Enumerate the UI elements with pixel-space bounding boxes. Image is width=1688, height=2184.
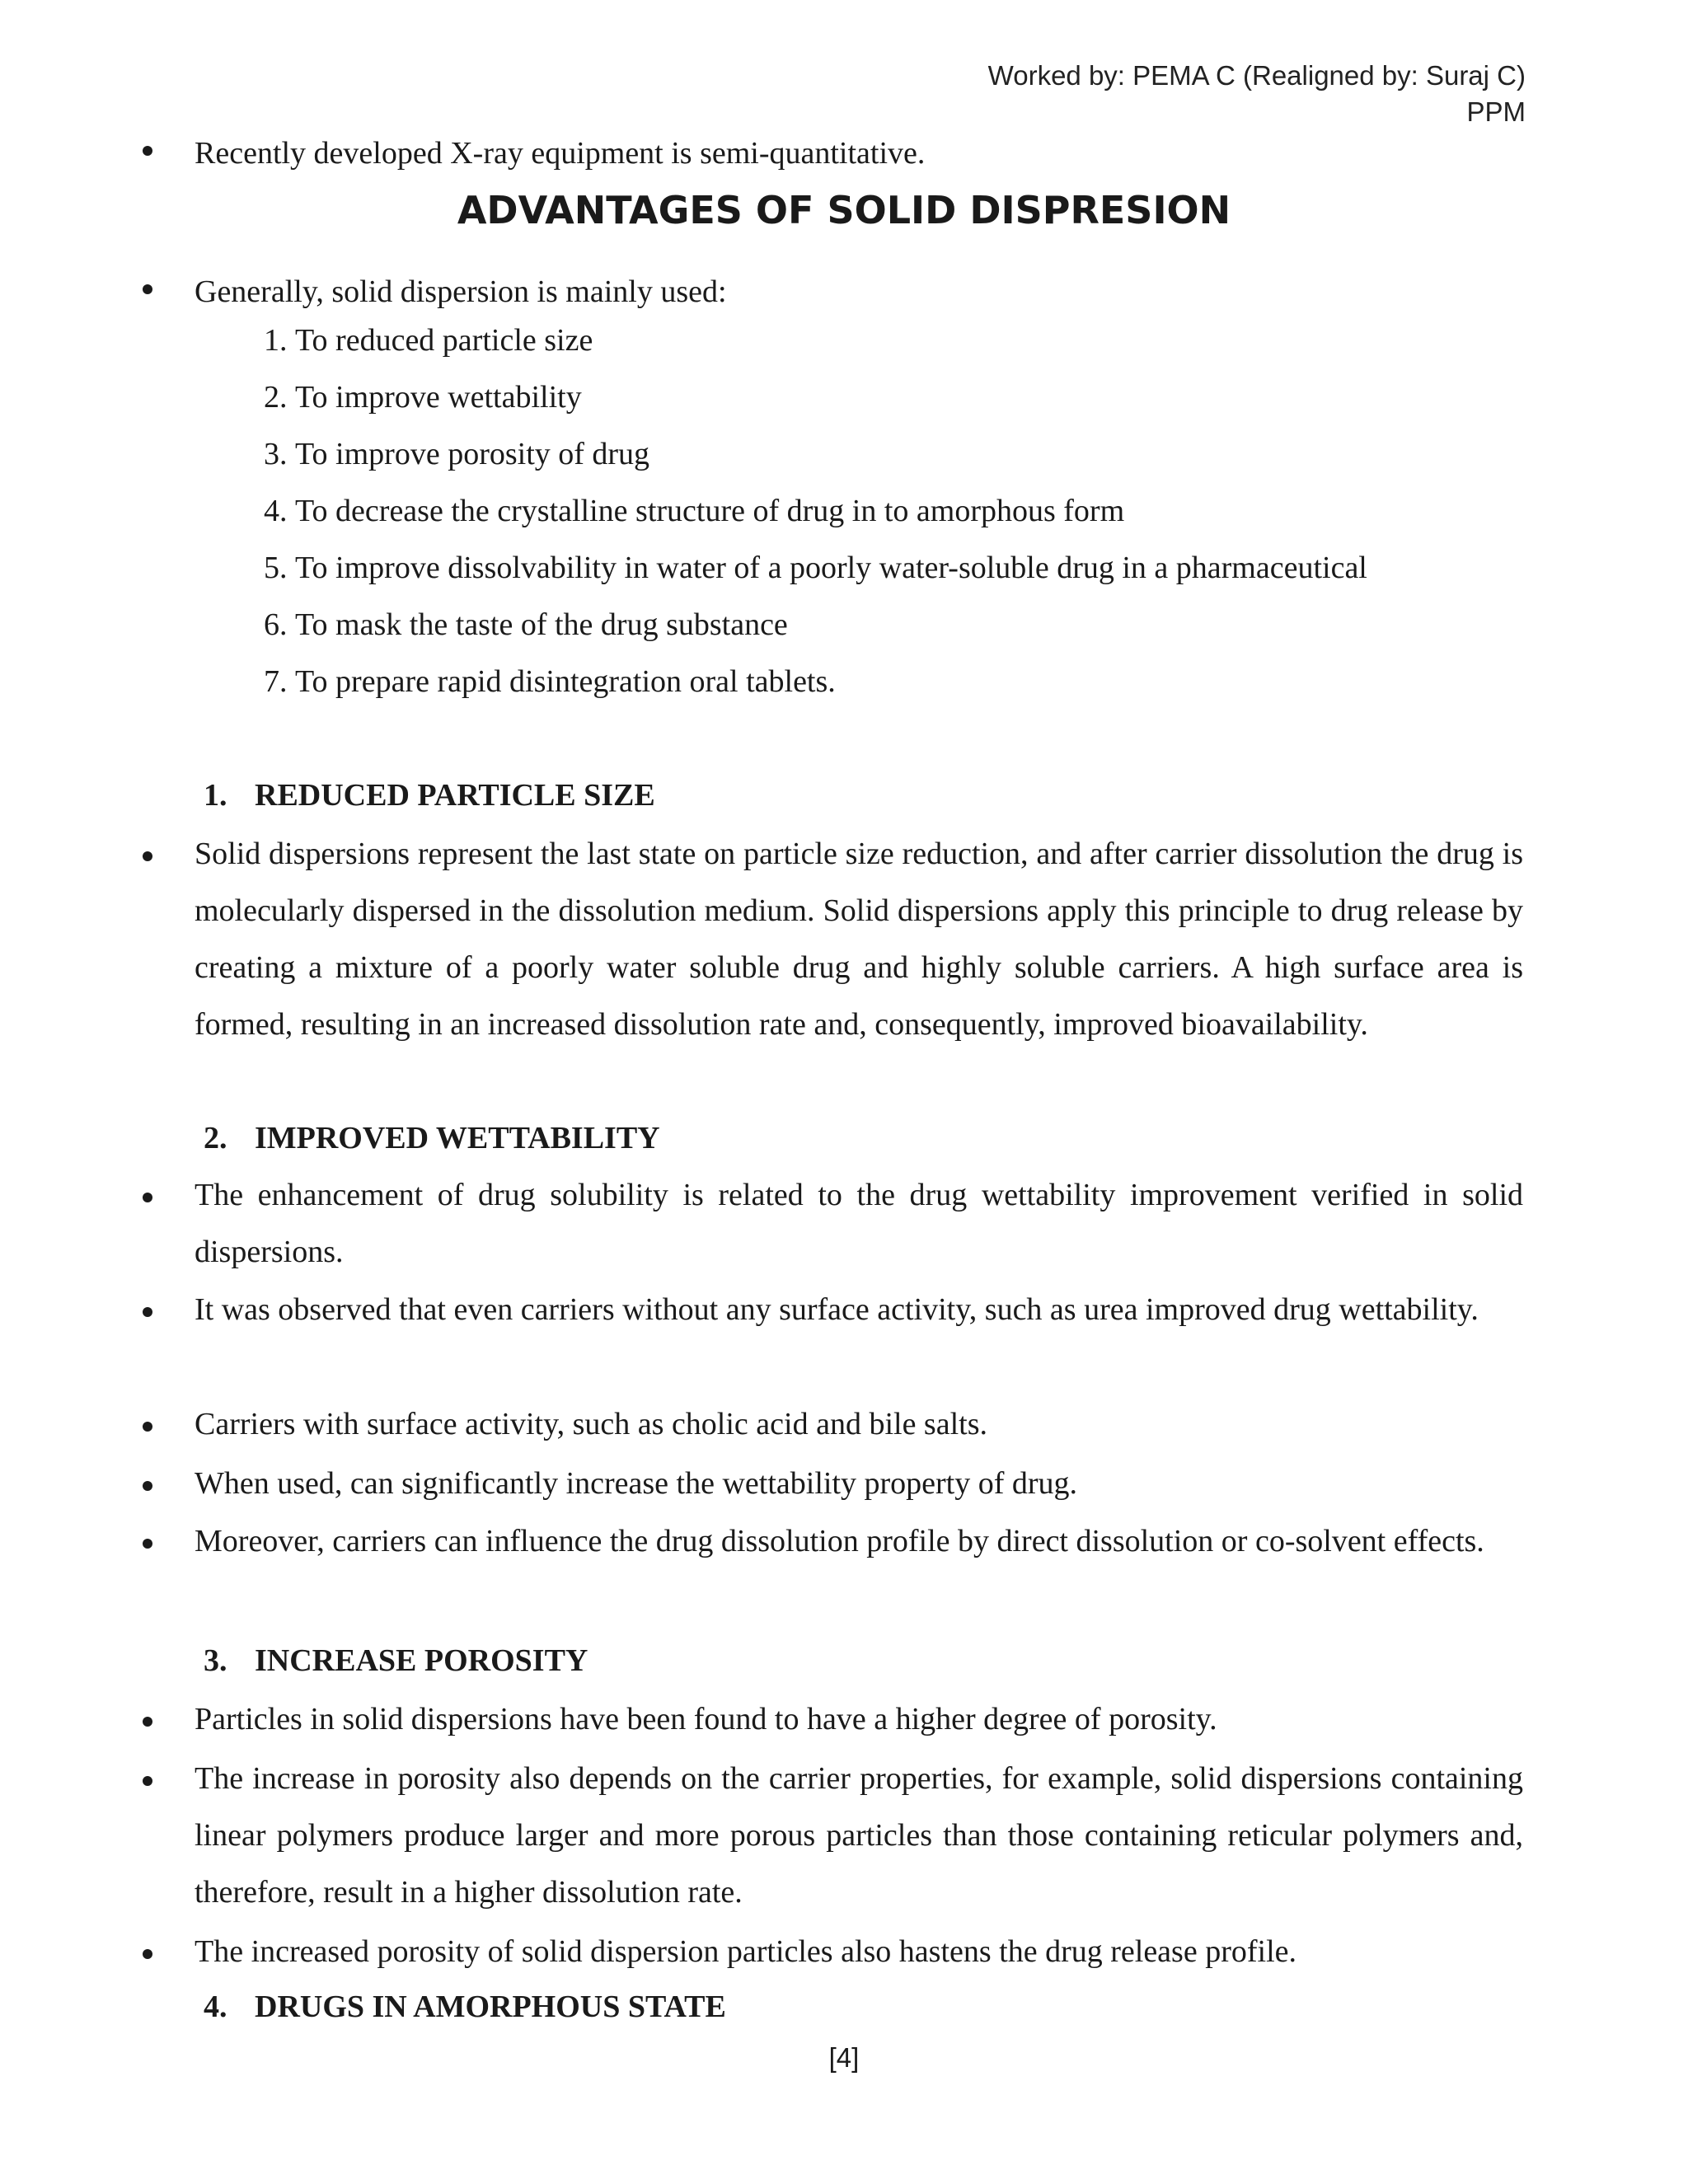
section-heading-drugs-in-amorphous-state: 4. DRUGS IN AMORPHOUS STATE [204,1990,726,2024]
bullet-icon [143,1539,152,1549]
list-item: 1. To reduced particle size [264,323,593,358]
bullet-icon [143,1307,152,1317]
list-item: 7. To prepare rapid disintegration oral tablets. [264,664,836,699]
section-heading-increase-porosity: 3. INCREASE POROSITY [204,1643,588,1678]
list-item: 4. To decrease the crystalline structure of drug in to amorphous form [264,494,1125,528]
list-item: 5. To improve dissolvability in water of a poorly water-soluble drug in a pharmaceutical [264,551,1367,585]
list-item: 2. To improve wettability [264,380,582,415]
bullet-icon [143,1776,152,1786]
section-heading-reduced-particle-size: 1. REDUCED PARTICLE SIZE [204,778,655,813]
uses-bullet-text: Generally, solid dispersion is mainly used: [195,274,727,309]
bullet-icon [143,1717,152,1727]
page-header [988,58,1526,130]
bullet-icon [143,1422,152,1432]
bullet-icon [143,284,152,294]
bullet-icon [143,146,152,156]
bullet-icon [143,1949,152,1959]
intro-bullet-text: Recently developed X-ray equipment is semi-quantitative. [195,136,926,171]
header-author-line: Worked by: PEMA C (Realigned by: Suraj C) [987,60,1526,91]
document-page: Worked by: PEMA C (Realigned by: Suraj C) PPM Recently developed X-ray equipment is semi-quantitative. ADVANTAGES OF SOLID DISPRESION Generally, solid dispersion is mainly used: 1. To reduced particle size 2. To improve wettability 3. To improve porosity of drug 4. To decrease the crystalline structure of drug in to amorphous form 5. To improve dissolvability in water of a poorly water-soluble drug in a pharmaceutical 6. To mask the taste of the drug substance 7. To prepare rapid disintegration oral tablets. 1. REDUCED PARTICLE SIZE Solid dispersions represent the last state on particle size reduction, and after carrier dissolution the drug is molecularly dispersed in the dissolution medium. Solid dispersions apply this principle to drug release by creating a mixture of a poorly water soluble drug and highly soluble carriers. A high surface area is formed, resulting in an increased dissolution rate and, consequently, improved bioavailability. 2. IMPROVED WETTABILITY The enhancement of drug solubility is related to the drug wettability improvement verified in solid dispersions. It was observed that even carriers without any surface activity, such as urea improved drug wettability. Carriers with surface activity, such as cholic acid and bile salts. When used, can significantly increase the wettability property of drug. Moreover, carriers can influence the drug dissolution profile by direct dissolution or co-solvent effects. 3. INCREASE POROSITY Particles in solid dispersions have been found to have a higher degree of porosity. The increase in porosity also depends on the carrier properties, for example, solid dispersions containing linear polymers produce larger and more porous particles than those containing reticular polymers and, therefore, result in a higher dissolution rate. The increased porosity of solid dispersion particles also hastens the drug release profile. 4. DRUGS IN AMORPHOUS STATE [4] [0,0,1688,2184]
bullet-icon [143,851,152,861]
bullet-icon [143,1481,152,1491]
header-subject-line: PPM [1466,96,1526,127]
list-item: 3. To improve porosity of drug [264,437,650,471]
bullet-icon [143,1193,152,1202]
section-heading-improved-wettability: 2. IMPROVED WETTABILITY [204,1121,660,1155]
list-item: 6. To mask the taste of the drug substance [264,607,788,642]
section-title: ADVANTAGES OF SOLID DISPRESION [457,188,1231,232]
page-number: [4] [828,2042,860,2073]
